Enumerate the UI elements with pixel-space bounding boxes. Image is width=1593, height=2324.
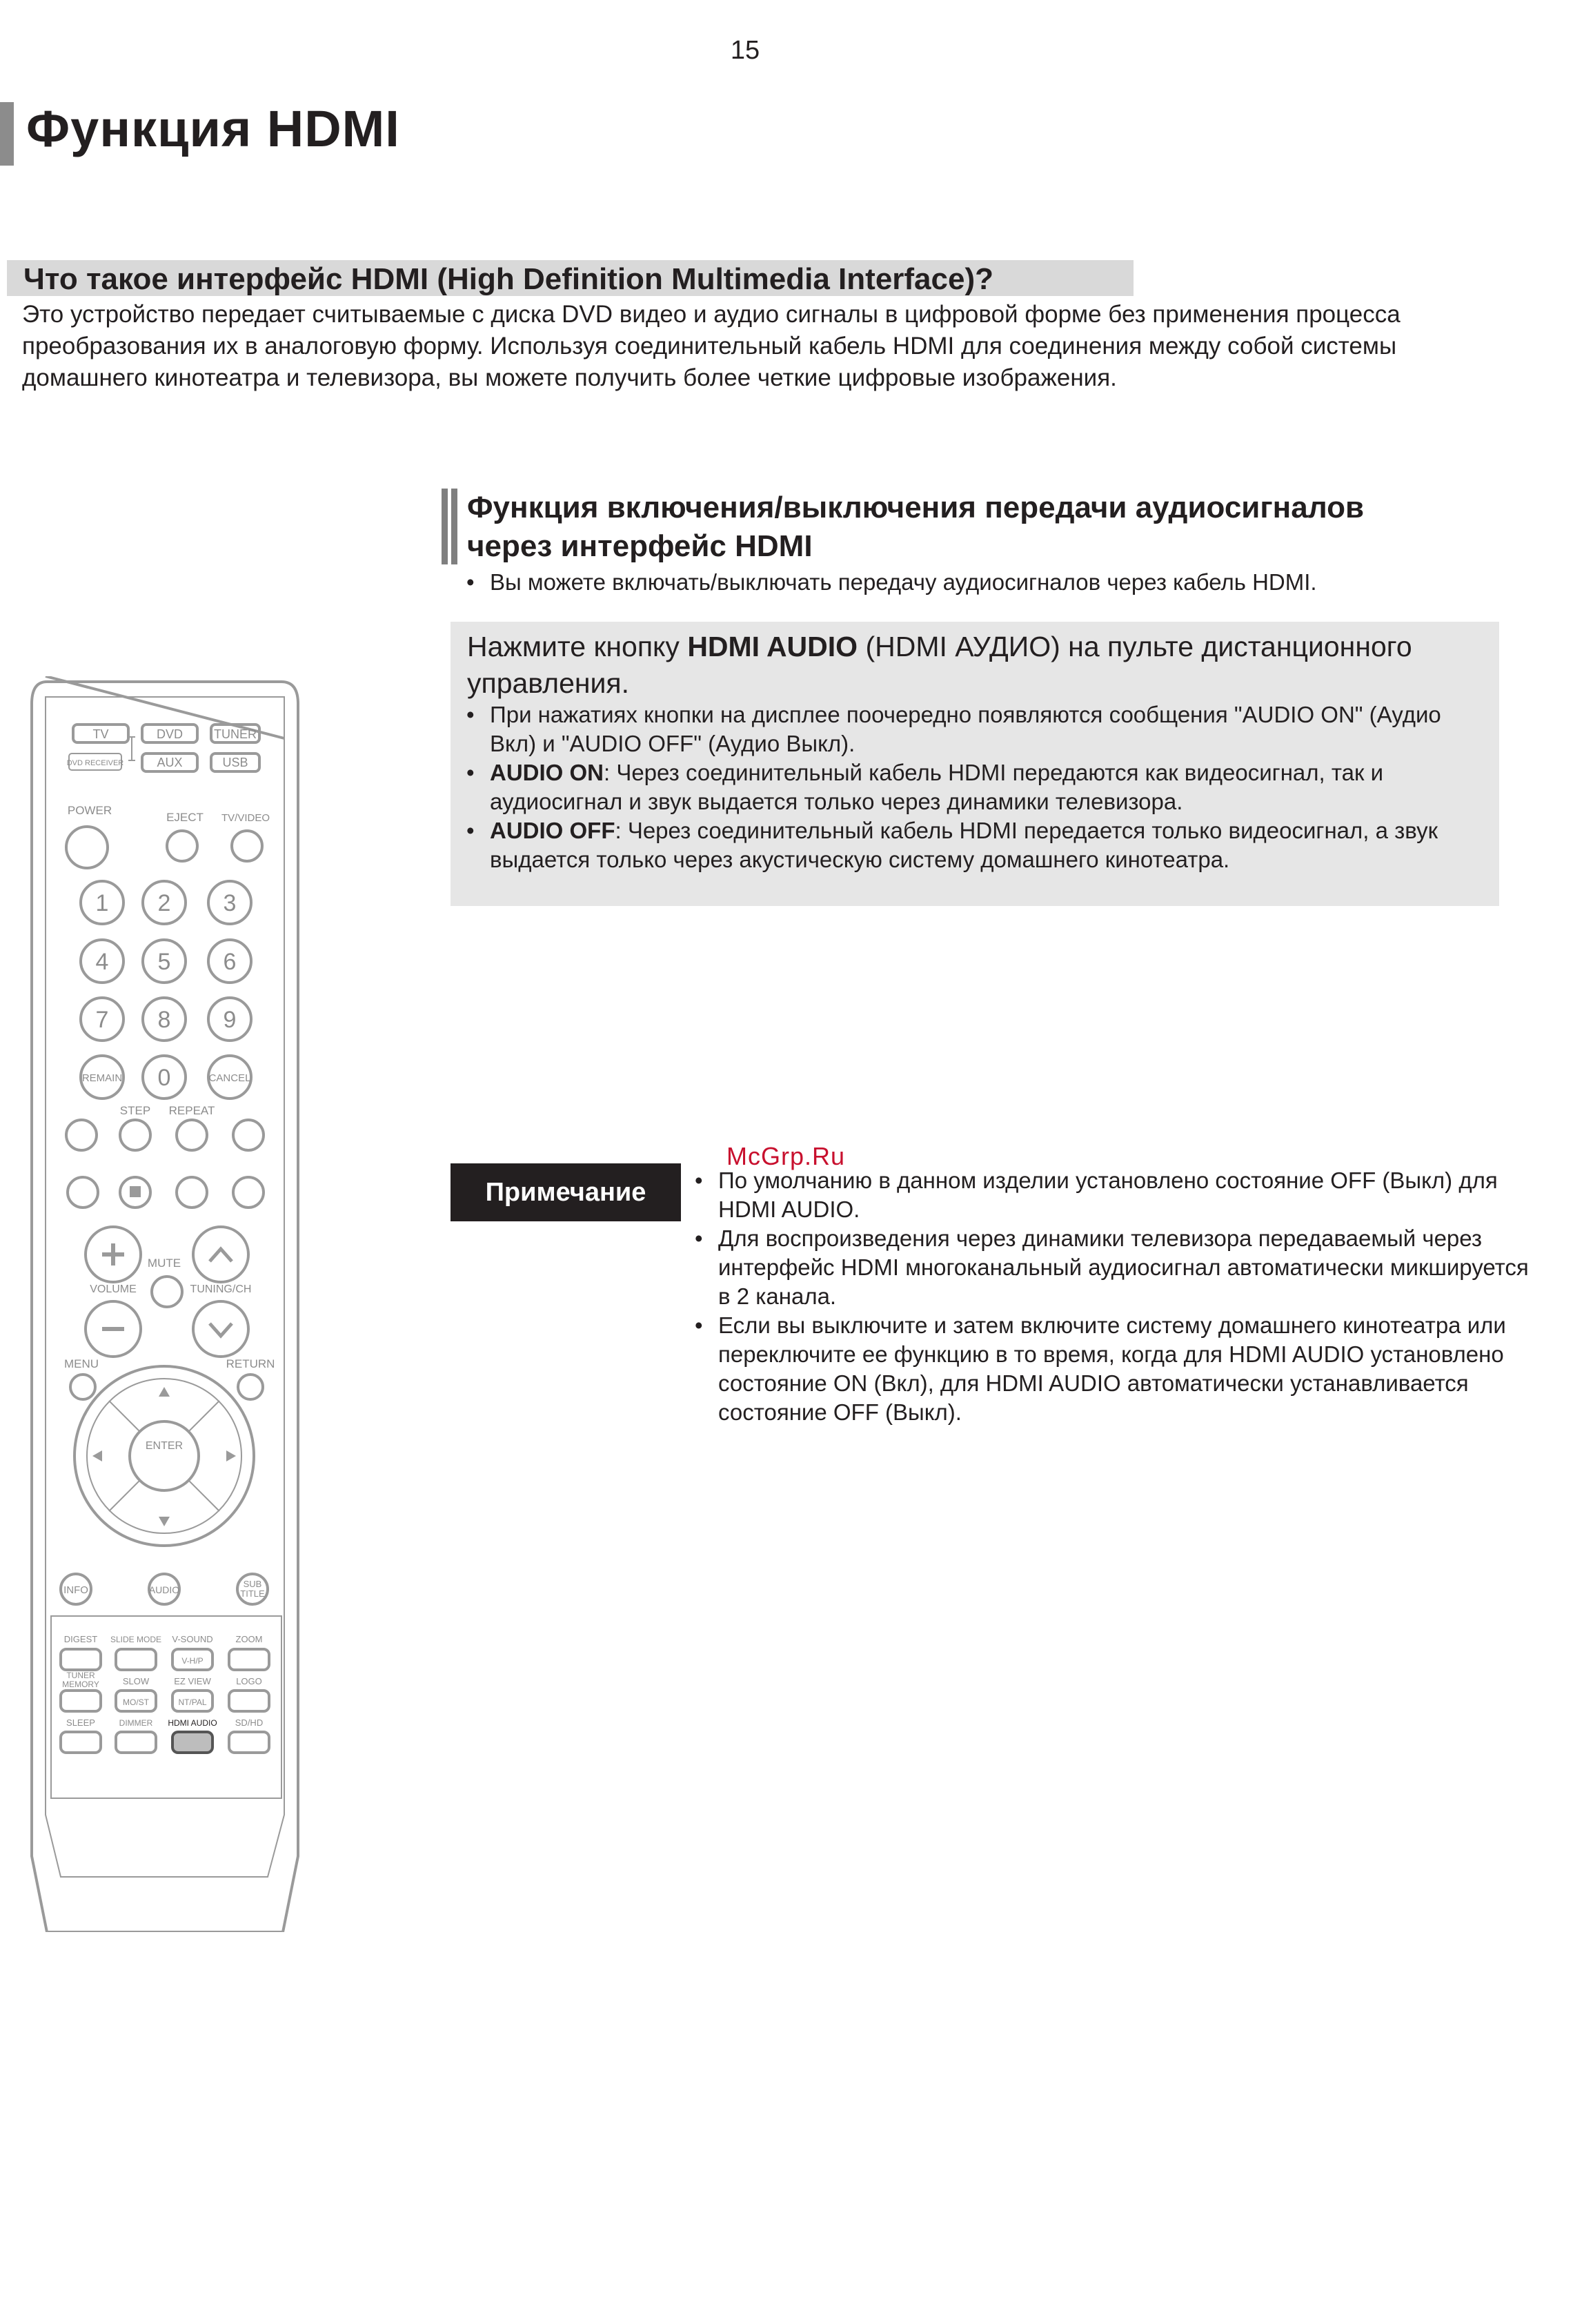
remote-label-usb: USB: [222, 756, 248, 769]
function-bullet-text: • Вы можете включать/выключать передачу аудиосигналов через кабель HDMI.: [466, 568, 1317, 597]
remote-label-vsound: V-SOUND: [172, 1634, 213, 1644]
remote-digit: 3: [223, 890, 237, 916]
function-bullet: [466, 568, 1317, 597]
remote-digit: 8: [157, 1007, 171, 1033]
remote-label-eject: EJECT: [166, 811, 204, 824]
remote-label-enter: ENTER: [145, 1440, 184, 1452]
note-item: • По умолчанию в данном изделии установлено состояние OFF (Выкл) для HDMI AUDIO.: [695, 1166, 1543, 1224]
page-number: 15: [730, 36, 760, 65]
remote-label-repeat: REPEAT: [168, 1104, 215, 1117]
remote-label-sdhd: SD/HD: [235, 1717, 264, 1728]
remote-label-ntpal: NT/PAL: [178, 1697, 207, 1707]
remote-label-menu: MENU: [63, 1357, 99, 1370]
remote-label-ezview: EZ VIEW: [174, 1676, 211, 1686]
remote-label-sub: SUB: [243, 1579, 262, 1589]
remote-label-aux: AUX: [157, 756, 183, 769]
remote-label-cancel: CANCEL: [208, 1072, 251, 1084]
remote-label-logo: LOGO: [236, 1676, 262, 1686]
remote-label-vhp: V-H/P: [181, 1656, 204, 1666]
remote-label-dvd-receiver: DVD RECEIVER: [66, 759, 124, 767]
instruction-item-bold: AUDIO OFF: [490, 818, 615, 843]
remote-label-step: STEP: [119, 1104, 151, 1117]
remote-label-most: MO/ST: [123, 1697, 149, 1707]
instruction-list: [466, 700, 1487, 874]
section-heading-bar: [7, 260, 1134, 296]
instruction-heading: [467, 629, 1488, 702]
remote-digit: 6: [223, 949, 237, 975]
remote-label-tuning: TUNING/CH: [190, 1283, 252, 1295]
note-item: • Если вы выключите и затем включите систему домашнего кинотеатра или переключите ее функцию в то время, когда для HDMI AUDIO установлено состояние ON (Вкл), для HDMI AUDIO автоматически устанавливается состояние OFF (Выкл).: [695, 1311, 1543, 1427]
remote-control-illustration: [26, 676, 302, 1932]
watermark: McGrp.Ru: [726, 1142, 846, 1170]
remote-digit: 9: [223, 1007, 237, 1033]
instruction-pre: Нажмите кнопку: [467, 631, 688, 662]
remote-label-info: INFO: [63, 1584, 88, 1596]
note-label: Примечание: [485, 1178, 646, 1207]
instruction-item-bold: AUDIO ON: [490, 760, 604, 785]
remote-digit: 4: [95, 949, 109, 975]
instruction-item: [466, 700, 1487, 758]
remote-label-mute: MUTE: [147, 1257, 181, 1270]
remote-digit: 5: [157, 949, 171, 975]
instruction-button-name: HDMI AUDIO: [687, 631, 858, 662]
section-heading: Что такое интерфейс HDMI (High Definition Multimedia Interface)?: [23, 262, 994, 296]
remote-label-sleep: SLEEP: [66, 1717, 95, 1728]
page-title: Функция HDMI: [26, 100, 400, 157]
remote-digit: 1: [95, 890, 109, 916]
remote-digit: 2: [157, 890, 171, 916]
remote-label-dimmer: DIMMER: [119, 1718, 153, 1728]
function-heading-line2: через интерфейс HDMI: [467, 529, 813, 563]
instruction-item: [466, 758, 1487, 816]
hdmi-audio-button-highlight: [172, 1732, 212, 1753]
remote-label-tuner: TUNER: [214, 727, 257, 741]
remote-label-tvvideo: TV/VIDEO: [221, 812, 270, 824]
remote-label-audio: AUDIO: [148, 1584, 180, 1595]
heading-accent-bar: [442, 489, 448, 564]
remote-label-dvd: DVD: [156, 727, 184, 741]
remote-label-tv: TV: [92, 727, 109, 741]
remote-label-digest: DIGEST: [63, 1634, 98, 1644]
instruction-item: [466, 816, 1487, 874]
remote-digit: 0: [157, 1065, 171, 1091]
function-heading: [467, 489, 1502, 566]
remote-label-slow: SLOW: [122, 1676, 150, 1686]
instruction-post: (HDMI АУДИО) на пульте дистанционного управления.: [467, 631, 1412, 699]
remote-label-title: TITLE: [240, 1588, 265, 1599]
remote-label-remain: REMAIN: [81, 1072, 123, 1084]
remote-label-tuner-memory: TUNER: [66, 1671, 95, 1680]
remote-label-power: POWER: [67, 804, 112, 817]
remote-digit: 7: [95, 1007, 109, 1033]
remote-label-volume: VOLUME: [90, 1283, 137, 1295]
function-heading-line1: Функция включения/выключения передачи аудиосигналов: [467, 491, 1365, 524]
heading-accent-bar: [451, 489, 457, 564]
instruction-item-text: При нажатиях кнопки на дисплее поочередно появляются сообщения "AUDIO ON" (Аудио Вкл) и "AUDIO OFF" (Аудио Выкл).: [490, 702, 1441, 756]
remote-label-memory: MEMORY: [62, 1680, 99, 1689]
remote-label-slide-mode: SLIDE MODE: [110, 1635, 162, 1644]
note-list: [695, 1166, 1543, 1427]
note-item: • Для воспроизведения через динамики телевизора передаваемый через интерфейс HDMI многоканальный аудиосигнал автоматически микшируется в 2 канала.: [695, 1224, 1543, 1311]
instruction-item-text: : Через соединительный кабель HDMI передается только видеосигнал, а звук выдается только через акустическую систему домашнего кинотеатра.: [490, 818, 1438, 872]
intro-paragraph: Это устройство передает считываемые с диска DVD видео и аудио сигналы в цифровой форме без применения процесса преобразования их в аналоговую форму. Используя соединительный кабель HDMI для соединения между собой системы домашнего кинотеатра и телевизора, вы можете получить более четкие цифровые изображения.: [22, 301, 1401, 391]
remote-label-return: RETURN: [226, 1357, 275, 1370]
title-accent-bar: [0, 102, 14, 166]
remote-label-hdmi-audio: HDMI AUDIO: [168, 1718, 217, 1728]
instruction-item-text: : Через соединительный кабель HDMI передаются как видеосигнал, так и аудиосигнал и звук выдается только через динамики телевизора.: [490, 760, 1384, 814]
remote-label-zoom: ZOOM: [235, 1634, 263, 1644]
